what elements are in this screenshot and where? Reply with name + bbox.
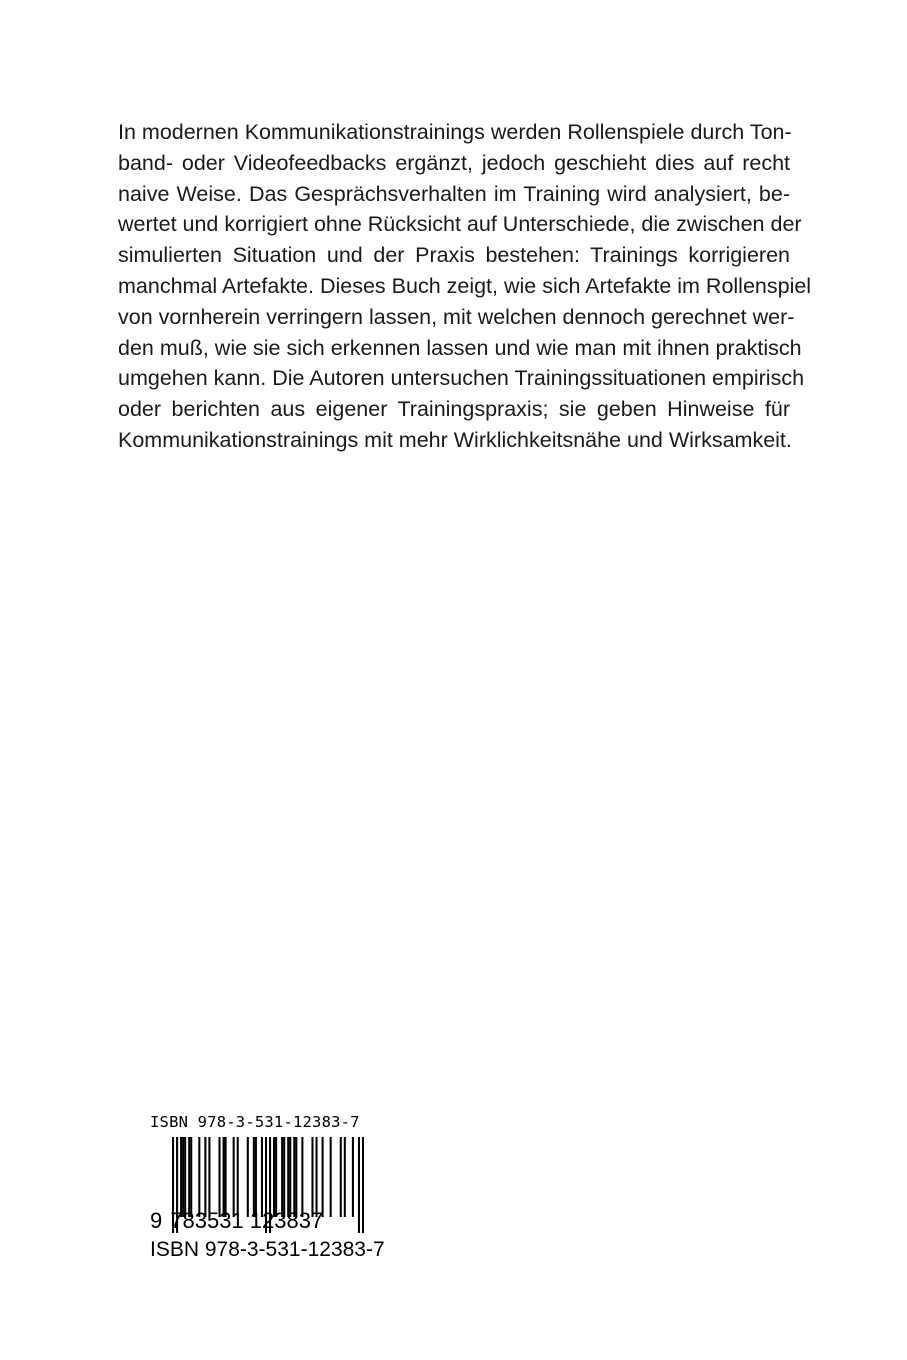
barcode-bar — [198, 1137, 200, 1217]
barcode-bar — [233, 1137, 235, 1217]
blurb-line: von vornherein verringern lassen, mit welchen dennoch gerechnet wer- — [118, 304, 795, 329]
barcode-bar — [293, 1137, 295, 1217]
barcode-bar — [190, 1137, 192, 1217]
blurb-line: band- oder Videofeedbacks ergänzt, jedoch geschieht dies auf recht — [118, 150, 790, 175]
blurb-line: Kommunikationstrainings mit mehr Wirklichkeitsnähe und Wirksamkeit. — [118, 427, 792, 452]
blurb-line: umgehen kann. Die Autoren untersuchen Trainingssituationen empirisch — [118, 366, 805, 391]
barcode-bar — [182, 1137, 184, 1217]
barcode-bar — [295, 1137, 297, 1217]
isbn-label-top: ISBN 978-3-531-12383-7 — [150, 1113, 360, 1131]
barcode-bar — [322, 1137, 324, 1217]
barcode-bar — [273, 1137, 275, 1217]
isbn-label-bottom: ISBN 978-3-531-12383-7 — [150, 1238, 385, 1261]
blurb-line: oder berichten aus eigener Trainingspraxis; sie geben Hinweise für — [118, 397, 790, 422]
barcode-bar — [362, 1137, 364, 1233]
barcode-bar — [287, 1137, 289, 1217]
barcode-bar — [225, 1137, 227, 1217]
barcode-bar — [301, 1137, 303, 1217]
blurb-line: den muß, wie sie sich erkennen lassen und wie man mit ihnen praktisch — [118, 335, 802, 360]
barcode-bar — [188, 1137, 190, 1217]
barcode-bar — [281, 1137, 283, 1217]
barcode-bar — [237, 1137, 239, 1217]
barcode-bar — [208, 1137, 210, 1217]
ean-digits — [150, 1208, 323, 1234]
blurb-line: naive Weise. Das Gesprächsverhalten im Training wird analysiert, be- — [118, 181, 790, 206]
barcode-bar — [247, 1137, 249, 1217]
blurb-line: In modernen Kommunikationstrainings werden Rollenspiele durch Ton- — [118, 120, 792, 144]
barcode-bar — [261, 1137, 263, 1217]
blurb-line: simulierten Situation und der Praxis bestehen: Trainings korrigieren — [118, 243, 790, 268]
barcode-bar — [283, 1137, 285, 1217]
barcode-bar — [218, 1137, 220, 1217]
barcode-bar — [330, 1137, 332, 1217]
back-cover-blurb — [118, 117, 812, 456]
barcode-bar — [204, 1137, 206, 1217]
barcode-bar — [275, 1137, 277, 1217]
barcode-bar — [180, 1137, 182, 1217]
barcode-bar — [253, 1137, 255, 1217]
barcode-bar — [255, 1137, 257, 1217]
barcode-bar — [311, 1137, 313, 1217]
barcode-bar — [184, 1137, 186, 1217]
barcode-bar — [315, 1137, 317, 1217]
barcode-bar — [358, 1137, 360, 1233]
barcode-bar — [352, 1137, 354, 1217]
barcode-bar — [223, 1137, 225, 1217]
barcode-bar — [340, 1137, 342, 1217]
ean-remaining-digits: 783531 123837 — [170, 1208, 324, 1233]
barcode-bar — [344, 1137, 346, 1217]
barcode-bar — [289, 1137, 291, 1217]
blurb-line: manchmal Artefakte. Dieses Buch zeigt, wie sich Artefakte im Rollenspiel — [118, 273, 812, 298]
blurb-line: wertet und korrigiert ohne Rücksicht auf Unterschiede, die zwischen der — [118, 212, 802, 237]
ean-first-digit: 9 — [150, 1208, 163, 1233]
